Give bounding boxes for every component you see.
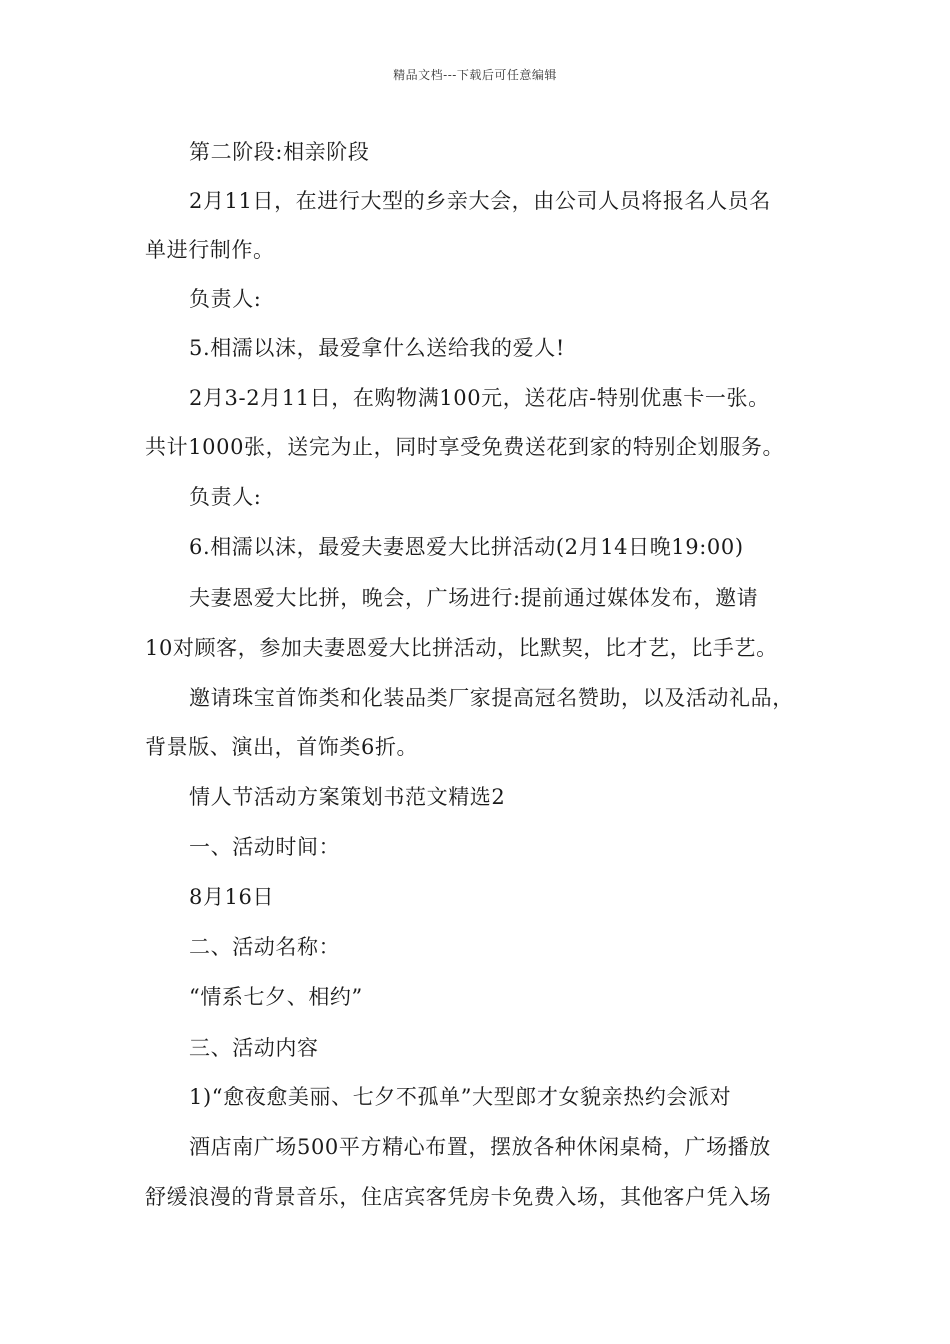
paragraph-line: 邀请珠宝首饰类和化装品类厂家提高冠名赞助，以及活动礼品， [189,686,794,710]
paragraph-line: 6.相濡以沫，最爱夫妻恩爱大比拼活动(2月14日晚19:00) [189,535,744,559]
paragraph-line: 5.相濡以沫，最爱拿什么送给我的爱人! [189,336,565,360]
paragraph-line: “情系七夕、相约” [189,985,363,1009]
paragraph-line: 二、活动名称： [189,935,341,959]
paragraph-line: 负责人: [189,485,262,509]
paragraph-line: 舒缓浪漫的背景音乐，住店宾客凭房卡免费入场，其他客户凭入场 [145,1185,772,1209]
paragraph-line: 单进行制作。 [145,238,275,262]
paragraph-line: 共计1000张，送完为止，同时享受免费送花到家的特别企划服务。 [145,435,785,459]
paragraph-line: 8月16日 [189,885,275,909]
paragraph-line: 第二阶段:相亲阶段 [189,140,370,164]
paragraph-line: 三、活动内容 [189,1036,319,1060]
paragraph-line: 酒店南广场500平方精心布置，摆放各种休闲桌椅，广场播放 [189,1135,771,1159]
paragraph-line: 负责人: [189,287,262,311]
paragraph-line: 背景版、演出，首饰类6折。 [145,735,419,759]
page-header: 精品文档---下载后可任意编辑 [393,68,557,82]
paragraph-line: 1)“愈夜愈美丽、七夕不孤单”大型郎才女貌亲热约会派对 [189,1085,732,1109]
paragraph-line: 10对顾客，参加夫妻恩爱大比拼活动，比默契，比才艺，比手艺。 [145,636,778,660]
section-title: 情人节活动方案策划书范文精选2 [189,785,506,809]
paragraph-line: 2月3-2月11日，在购物满100元，送花店-特别优惠卡一张。 [189,386,770,410]
paragraph-line: 夫妻恩爱大比拼，晚会，广场进行:提前通过媒体发布，邀请 [189,586,759,610]
paragraph-line: 2月11日，在进行大型的乡亲大会，由公司人员将报名人员名 [189,189,771,213]
paragraph-line: 一、活动时间： [189,835,341,859]
